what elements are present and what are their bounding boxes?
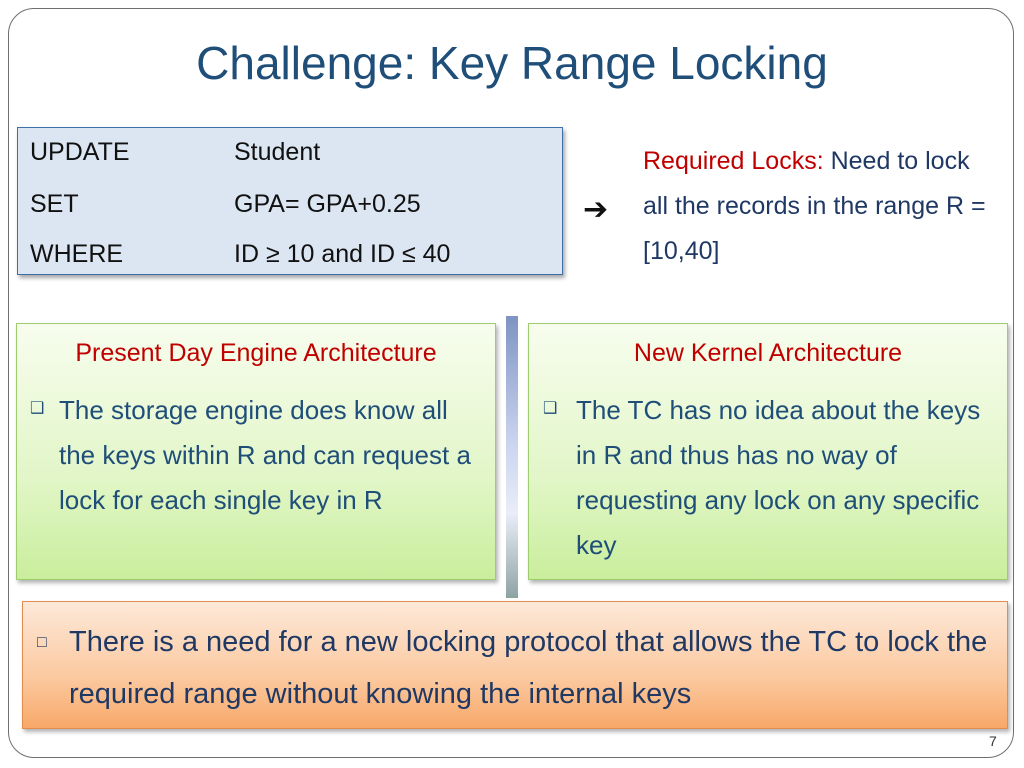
sql-keyword: SET — [30, 190, 79, 218]
sql-query-box — [17, 127, 563, 275]
required-locks-label: Required Locks: — [643, 147, 824, 175]
page-number: 7 — [989, 733, 997, 749]
sql-value: Student — [234, 138, 321, 166]
vertical-divider — [506, 316, 518, 598]
conclusion-text: There is a need for a new locking protocol that allows the TC to lock the required range without knowing the internal keys — [69, 626, 988, 710]
sql-value: ID ≥ 10 and ID ≤ 40 — [234, 240, 451, 268]
square-bullet-icon: □ — [37, 634, 47, 651]
required-locks-description: Need to lock all the records in the range R = [10,40] — [643, 147, 986, 265]
sql-row — [30, 190, 421, 219]
sql-row — [30, 240, 451, 269]
bullet-icon: ❑ — [30, 400, 45, 417]
conclusion-box — [22, 601, 1008, 729]
panel-heading: New Kernel Architecture — [633, 339, 903, 367]
sql-row — [30, 138, 321, 167]
panel-bullet-text: The storage engine does know all the keys within R and can request a lock for each single key in R — [59, 395, 471, 515]
right-arrow-icon: ➔ — [583, 193, 609, 226]
sql-keyword: WHERE — [30, 240, 124, 268]
slide-title: Challenge: Key Range Locking — [196, 37, 828, 89]
panel-bullet-text: The TC has no idea about the keys in R and thus has no way of requesting any lock on any specific key — [576, 395, 981, 560]
panel-heading: Present Day Engine Architecture — [75, 339, 437, 367]
sql-keyword: UPDATE — [30, 138, 130, 166]
present-day-engine-panel — [16, 323, 496, 580]
sql-value: GPA= GPA+0.25 — [234, 190, 421, 218]
bullet-icon: ❑ — [543, 400, 558, 417]
new-kernel-panel — [528, 323, 1008, 580]
required-locks-text — [643, 139, 993, 274]
